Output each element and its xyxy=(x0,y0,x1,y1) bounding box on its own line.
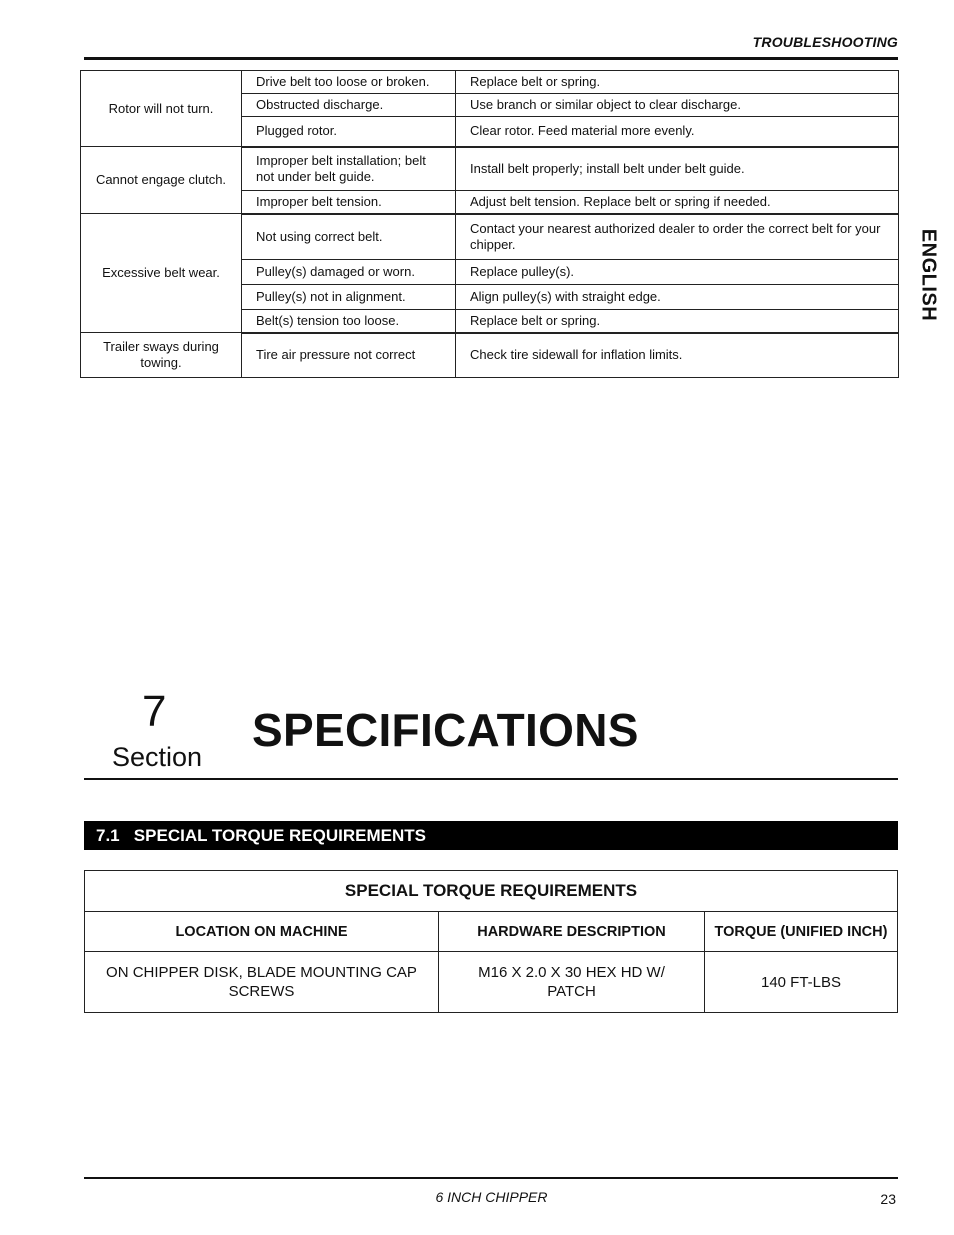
cause-cell: Drive belt too loose or broken. xyxy=(242,71,456,94)
table-row xyxy=(81,333,899,378)
remedy-cell: Adjust belt tension. Replace belt or spring if needed. xyxy=(456,191,899,214)
footer-rule xyxy=(84,1177,898,1179)
remedy-cell: Clear rotor. Feed material more evenly. xyxy=(456,117,899,147)
hardware-cell: M16 X 2.0 X 30 HEX HD W/ PATCH xyxy=(439,952,705,1013)
page-header-title: TROUBLESHOOTING xyxy=(752,34,898,50)
problem-cell: Rotor will not turn. xyxy=(81,71,242,147)
table-row xyxy=(81,147,899,191)
column-header-torque: TORQUE (UNIFIED INCH) xyxy=(705,912,898,952)
cause-cell: Plugged rotor. xyxy=(242,117,456,147)
remedy-cell: Install belt properly; install belt under belt guide. xyxy=(456,147,899,191)
remedy-cell: Replace pulley(s). xyxy=(456,260,899,285)
column-header-location: LOCATION ON MACHINE xyxy=(85,912,439,952)
language-side-tab xyxy=(914,220,942,330)
subsection-heading: 7.1 SPECIAL TORQUE REQUIREMENTS xyxy=(84,821,898,850)
cause-cell: Improper belt tension. xyxy=(242,191,456,214)
table-row xyxy=(81,71,899,94)
torque-table xyxy=(84,870,898,1013)
cause-cell: Pulley(s) damaged or worn. xyxy=(242,260,456,285)
cause-cell: Not using correct belt. xyxy=(242,214,456,260)
torque-cell: 140 FT-LBS xyxy=(705,952,898,1013)
problem-cell: Excessive belt wear. xyxy=(81,214,242,333)
header-rule xyxy=(84,57,898,60)
cause-cell: Pulley(s) not in alignment. xyxy=(242,285,456,310)
table-header-row xyxy=(85,912,898,952)
section-word: Section xyxy=(112,742,203,772)
section-rule xyxy=(84,778,898,780)
remedy-cell: Contact your nearest authorized dealer to order the correct belt for your chipper. xyxy=(456,214,899,260)
cause-cell: Obstructed discharge. xyxy=(242,94,456,117)
remedy-cell: Align pulley(s) with straight edge. xyxy=(456,285,899,310)
cause-cell: Tire air pressure not correct xyxy=(242,333,456,378)
remedy-cell: Use branch or similar object to clear discharge. xyxy=(456,94,899,117)
problem-cell: Trailer sways during towing. xyxy=(81,333,242,378)
section-number: 7 xyxy=(142,687,167,736)
torque-table-caption: SPECIAL TORQUE REQUIREMENTS xyxy=(85,871,898,912)
column-header-hardware: HARDWARE DESCRIPTION xyxy=(439,912,705,952)
problem-cell: Cannot engage clutch. xyxy=(81,147,242,214)
remedy-cell: Check tire sidewall for inflation limits. xyxy=(456,333,899,378)
section-title: SPECIFICATIONS xyxy=(252,704,639,756)
remedy-cell: Replace belt or spring. xyxy=(456,310,899,333)
language-label: ENGLISH xyxy=(917,228,940,322)
table-row xyxy=(81,214,899,260)
footer-product-name: 6 INCH CHIPPER xyxy=(435,1189,548,1205)
table-row xyxy=(85,952,898,1013)
troubleshooting-table xyxy=(80,70,899,378)
cause-cell: Improper belt installation; belt not under belt guide. xyxy=(242,147,456,191)
remedy-cell: Replace belt or spring. xyxy=(456,71,899,94)
page-number: 23 xyxy=(880,1191,896,1207)
cause-cell: Belt(s) tension too loose. xyxy=(242,310,456,333)
location-cell: ON CHIPPER DISK, BLADE MOUNTING CAP SCREWS xyxy=(85,952,439,1013)
